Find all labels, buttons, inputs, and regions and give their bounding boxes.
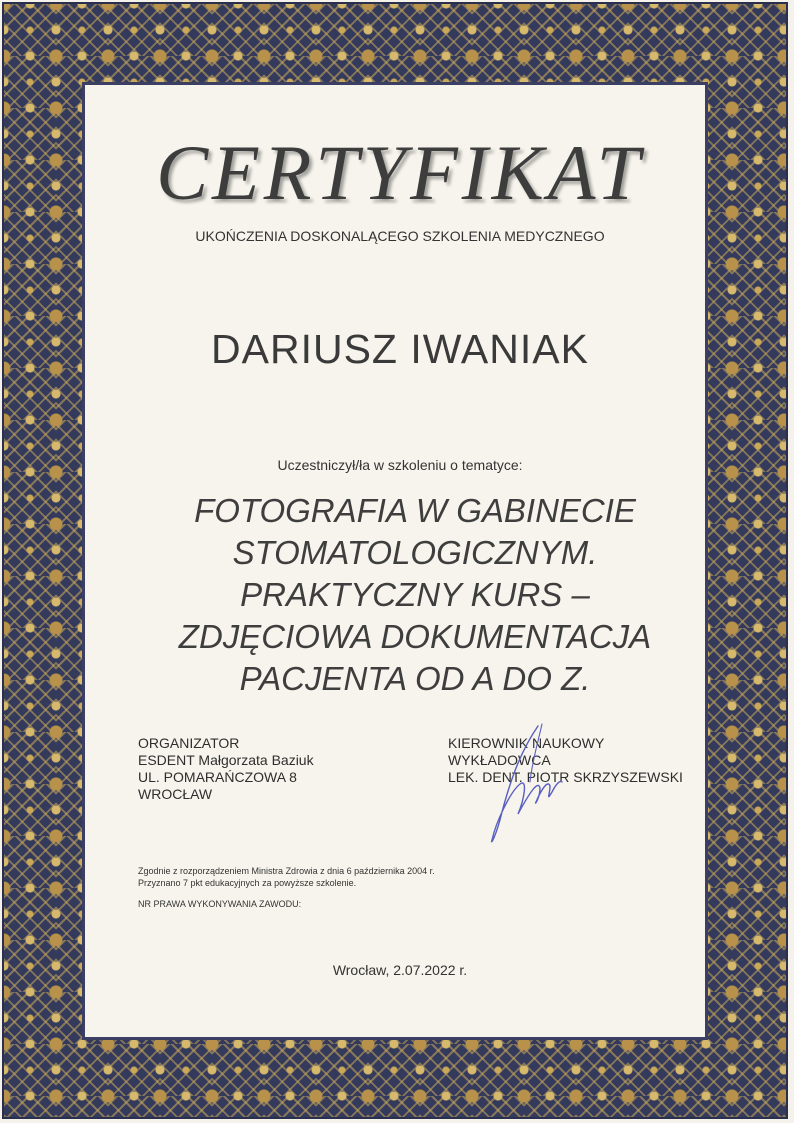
topic-line: ZDJĘCIOWA DOKUMENTACJA [178,618,652,655]
place-and-date: Wrocław, 2.07.2022 r. [332,962,468,978]
licence-number-label: NR PRAWA WYKONYWANIA ZAWODU: [138,899,302,909]
organizer-name: ESDENT Małgorzata Baziuk [138,752,314,768]
topic-line: PRAKTYCZNY KURS – [240,576,590,613]
legal-line: Przyznano 7 pkt edukacyjnych za powyższe szkolenie. [138,878,357,888]
topic-line: FOTOGRAFIA W GABINECIE [194,492,636,529]
lecturer-role-1: KIEROWNIK NAUKOWY [448,735,605,751]
organizer-street: UL. POMARAŃCZOWA 8 [138,769,297,785]
legal-notice [138,865,435,889]
handwritten-signature [480,722,570,852]
organizer-block [138,735,314,803]
lecturer-role-2: WYKŁADOWCA [448,752,551,768]
participant-name: DARIUSZ IWANIAK [211,326,589,372]
organizer-city: WROCŁAW [138,786,213,802]
topic-line: PACJENTA OD A DO Z. [239,660,591,697]
topic-line: STOMATOLOGICZNYM. [232,534,598,571]
legal-line: Zgodnie z rozporządzeniem Ministra Zdrowia z dnia 6 października 2004 r. [138,866,435,876]
certificate-subtitle: UKOŃCZENIA DOSKONALĄCEGO SZKOLENIA MEDYCZNEGO [195,228,605,244]
participation-intro: Uczestniczył/ła w szkoleniu o tematyce: [277,457,523,473]
lecturer-name: LEK. DENT. PIOTR SKRZYSZEWSKI [448,769,683,785]
training-topic [150,490,680,700]
organizer-heading: ORGANIZATOR [138,735,240,751]
certificate-title: CERTYFIKAT [156,129,644,216]
